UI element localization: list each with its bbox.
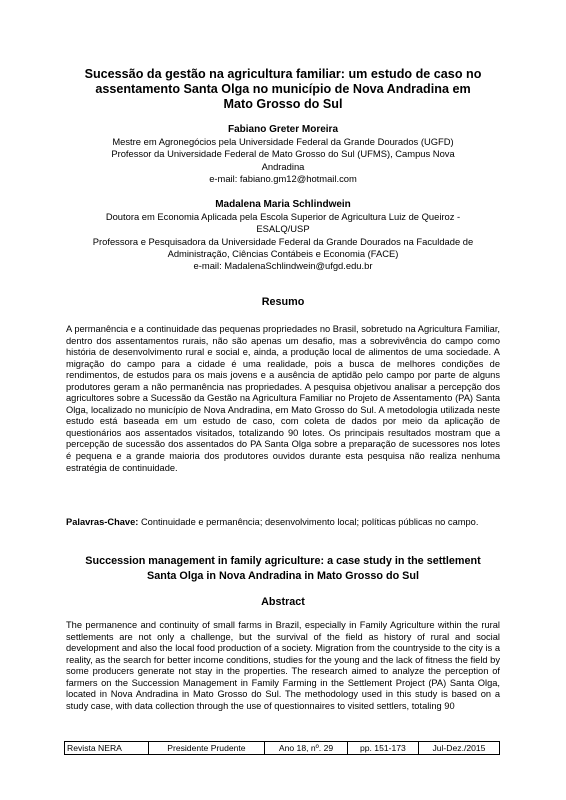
resumo-text: A permanência e a continuidade das pequenas propriedades no Brasil, sobretudo na Agricultura Familiar, dentro dos assentamentos rurais, não são apenas um desafio, mas a sobrevivência do campo como história de desenvolvimento rural e social e, ainda, a produção local de alimentos de uma sociedade. A migração do campo para a cidade é uma realidade, pois a busca de melhores condições de rendimentos, de estudos para os mais jovens e a ausência de aptidão pelo campo por parte de alguns produtores geram a não permanência nas propriedades. A pesquisa objetivou analisar a percepção dos agricultores sobre a Sucessão da Gestão na Agricultura Familiar no Projeto de Assentamento (PA) Santa Olga, localizado no município de Nova Andradina, em Mato Grosso do Sul. A metodologia utilizada neste estudo está baseada em um estudo de caso, com coleta de dados por meio da aplicação de questionários aos assentados visitados, totalizando 90 lotes. Os principais resultados mostram que a percepção de sucessão dos assentados do PA Santa Olga sobre a preparação de sucessores nos lotes é pequena e a grande maioria dos produtores ouvidos durante esta pesquisa não realiza nenhuma estratégia de continuidade. [66, 324, 500, 473]
title-line: Mato Grosso do Sul [223, 97, 343, 112]
author-affiliation-line: Doutora em Economia Aplicada pela Escola Superior de Agricultura Luiz de Queiroz - [105, 211, 461, 223]
author-block-1 [66, 124, 500, 185]
author-affiliation-line: ESALQ/USP [256, 223, 310, 235]
author-name: Fabiano Greter Moreira [227, 124, 339, 135]
english-title [66, 554, 500, 583]
author-affiliation-line: Mestre em Agronegócios pela Universidade Federal da Grande Dourados (UGFD) [112, 136, 454, 148]
english-title-line: Santa Olga in Nova Andradina in Mato Grosso do Sul [147, 569, 419, 582]
resumo-heading: Resumo [261, 296, 305, 308]
keywords-label: Palavras-Chave: [66, 517, 139, 527]
footer-journal: Revista NERA [65, 742, 149, 755]
footer-date: Jul-Dez./2015 [418, 742, 499, 755]
abstract-heading: Abstract [261, 596, 305, 608]
journal-footer [64, 741, 500, 755]
abstract-text: The permanence and continuity of small farms in Brazil, especially in Family Agriculture within the rural settlements are not only a challenge, but the survival of the field as history of rural and social development and also the local food production of a society. Migration from the countryside to the city is a reality, as the search for better income conditions, studies for the young and the lack of fitness the field by some producers generate not stay in the properties. The research aimed to analyze the perception of farmers on the Succession Management in Family Farming in the Settlement Project (PA) Santa Olga, located in Nova Andradina in Mato Grosso do Sul. The methodology used in this study is based on a study case, with data collection through the use of questionnaires to visited settlers, totaling 90 [66, 620, 500, 711]
keywords-list: Continuidade e permanência; desenvolvimento local; políticas públicas no campo. [138, 517, 479, 527]
author-affiliation-line: Administração, Ciências Contábeis e Economia (FACE) [167, 247, 399, 259]
footer-pages: pp. 151-173 [347, 742, 418, 755]
english-title-line: Succession management in family agriculture: a case study in the settlement [85, 555, 481, 567]
author-affiliation-line: Professora e Pesquisadora da Universidade Federal da Grande Dourados na Faculdade de [92, 235, 474, 247]
footer-city: Presidente Prudente [148, 742, 264, 755]
keywords [66, 517, 500, 529]
title-line: Sucessão da gestão na agricultura familiar: um estudo de caso no [84, 67, 482, 81]
author-email: e-mail: fabiano.gm12@hotmail.com [209, 172, 357, 184]
footer-issue: Ano 18, nº. 29 [265, 742, 348, 755]
author-email: e-mail: MadalenaSchlindwein@ufgd.edu.br [193, 260, 373, 272]
author-block-2 [66, 199, 500, 272]
title-line: assentamento Santa Olga no município de Nova Andradina em [95, 82, 471, 97]
author-name: Madalena Maria Schlindwein [215, 199, 351, 210]
author-affiliation-line: Andradina [261, 160, 305, 172]
author-affiliation-line: Professor da Universidade Federal de Mato Grosso do Sul (UFMS), Campus Nova [111, 148, 455, 160]
article-title [66, 67, 500, 113]
